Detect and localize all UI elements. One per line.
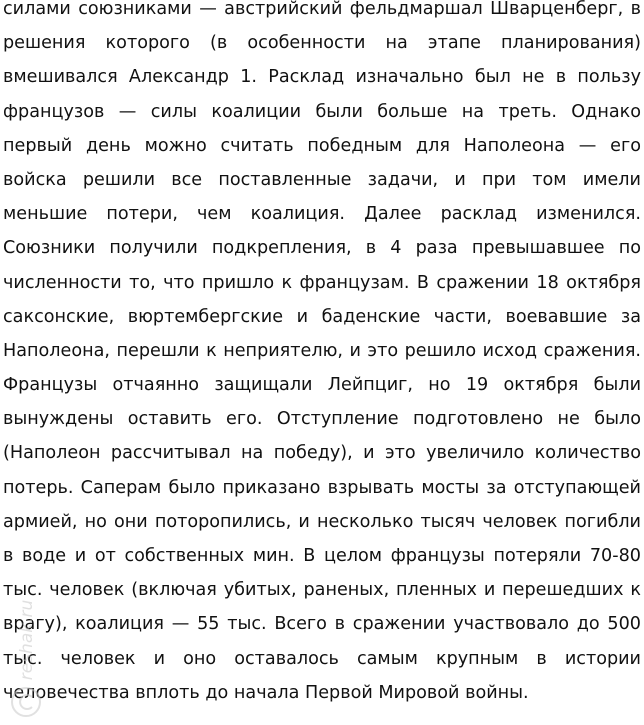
text-line: вмешивался Александр 1. Расклад изначально был не в пользу: [3, 67, 641, 88]
text-line: Наполеона, перешли к неприятелю, и это решило исход сражения.: [3, 340, 641, 361]
document-page: [3, 0, 641, 725]
text-line: тыс. человек и оно оставалось самым крупным в истории: [3, 648, 641, 669]
text-line: в воде и от собственных мин. В целом французы потеряли 70-80: [3, 546, 641, 566]
text-line: Французы отчаянно защищали Лейпциг, но 19 октября были: [3, 375, 641, 396]
text-line: (Наполеон рассчитывал на победу), и это увеличило количество: [3, 443, 641, 464]
text-line: армией, но они поторопились, и несколько тысяч человек погибли: [3, 511, 641, 532]
text-line: решения которого (в особенности на этапе планирования): [3, 33, 641, 54]
text-line: французов — силы коалиции были больше на треть. Однако: [3, 101, 641, 122]
text-line: вынуждены оставить его. Отступление подготовлено не было: [3, 409, 641, 430]
text-line: первый день можно считать победным для Наполеона — его: [3, 135, 641, 156]
text-line: Союзники получили подкрепления, в 4 раза превышавшее по: [3, 238, 641, 259]
text-line: тыс. человек (включая убитых, раненых, пленных и перешедших к: [3, 580, 641, 601]
text-line: численности то, что пришло к французам. В сражении 18 октября: [3, 272, 641, 293]
text-line: силами союзниками — австрийский фельдмаршал Шварценберг, в: [3, 0, 641, 19]
watermark-text: reshak.ru: [17, 599, 37, 681]
text-line: потерь. Саперам было приказано взрывать мосты за отступающей: [3, 477, 641, 498]
text-line: войска решили все поставленные задачи, и при том имели: [3, 169, 641, 190]
text-line: меньшие потери, чем коалиция. Далее расклад изменился.: [3, 204, 641, 225]
text-line: врагу), коалиция — 55 тыс. Всего в сражении участвовало до 500: [3, 614, 641, 635]
text-line: саксонские, вюртембергские и баденские части, воевавшие за: [3, 306, 641, 327]
text-line: человечества вплоть до начала Первой Мировой войны.: [3, 682, 529, 703]
